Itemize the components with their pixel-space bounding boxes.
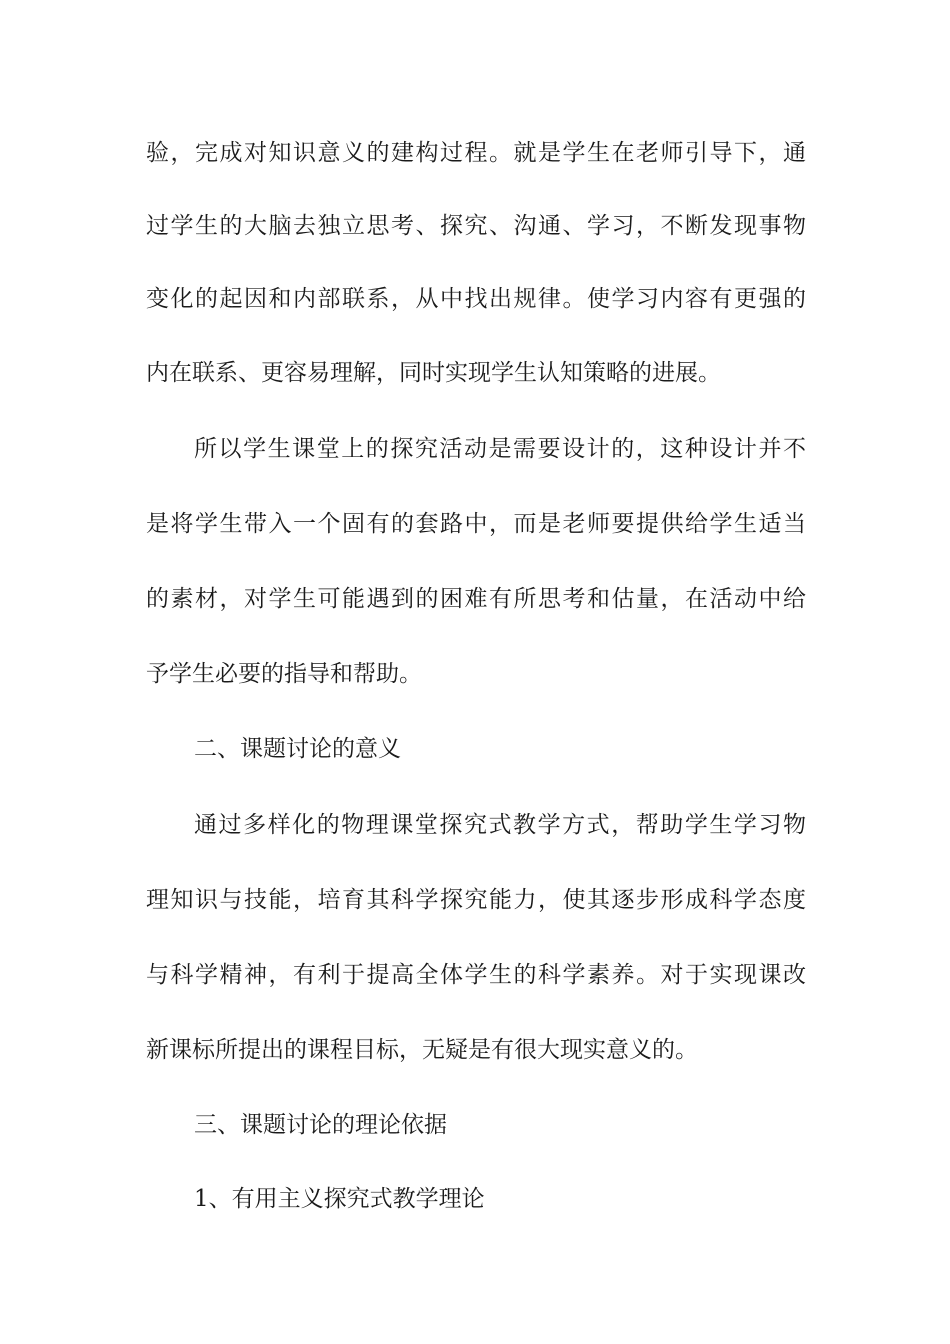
paragraph-line: 予学生必要的指导和帮助。 xyxy=(146,661,422,687)
paragraph-line: 理知识与技能，培育其科学探究能力，使其逐步形成科学态度 xyxy=(146,887,806,913)
paragraph-line: 是将学生带入一个固有的套路中，而是老师要提供给学生适当 xyxy=(146,511,806,537)
paragraph-line: 新课标所提出的课程目标，无疑是有很大现实意义的。 xyxy=(146,1037,698,1063)
paragraph-line: 变化的起因和内部联系，从中找出规律。使学习内容有更强的 xyxy=(146,286,806,312)
subsection-heading: 1、有用主义探究式教学理论 xyxy=(194,1186,485,1212)
section-heading: 三、课题讨论的理论依据 xyxy=(194,1112,447,1138)
paragraph-line: 内在联系、更容易理解，同时实现学生认知策略的进展。 xyxy=(146,360,721,386)
paragraph-line: 所以学生课堂上的探究活动是需要设计的，这种设计并不 xyxy=(194,436,806,462)
section-heading: 二、课题讨论的意义 xyxy=(194,736,401,762)
paragraph-line: 与科学精神，有利于提高全体学生的科学素养。对于实现课改 xyxy=(146,962,806,988)
paragraph-line: 通过多样化的物理课堂探究式教学方式，帮助学生学习物 xyxy=(194,812,806,838)
paragraph-line: 验，完成对知识意义的建构过程。就是学生在老师引导下，通 xyxy=(146,140,806,166)
paragraph-line: 过学生的大脑去独立思考、探究、沟通、学习，不断发现事物 xyxy=(146,213,806,239)
paragraph-line: 的素材，对学生可能遇到的困难有所思考和估量，在活动中给 xyxy=(146,586,806,612)
